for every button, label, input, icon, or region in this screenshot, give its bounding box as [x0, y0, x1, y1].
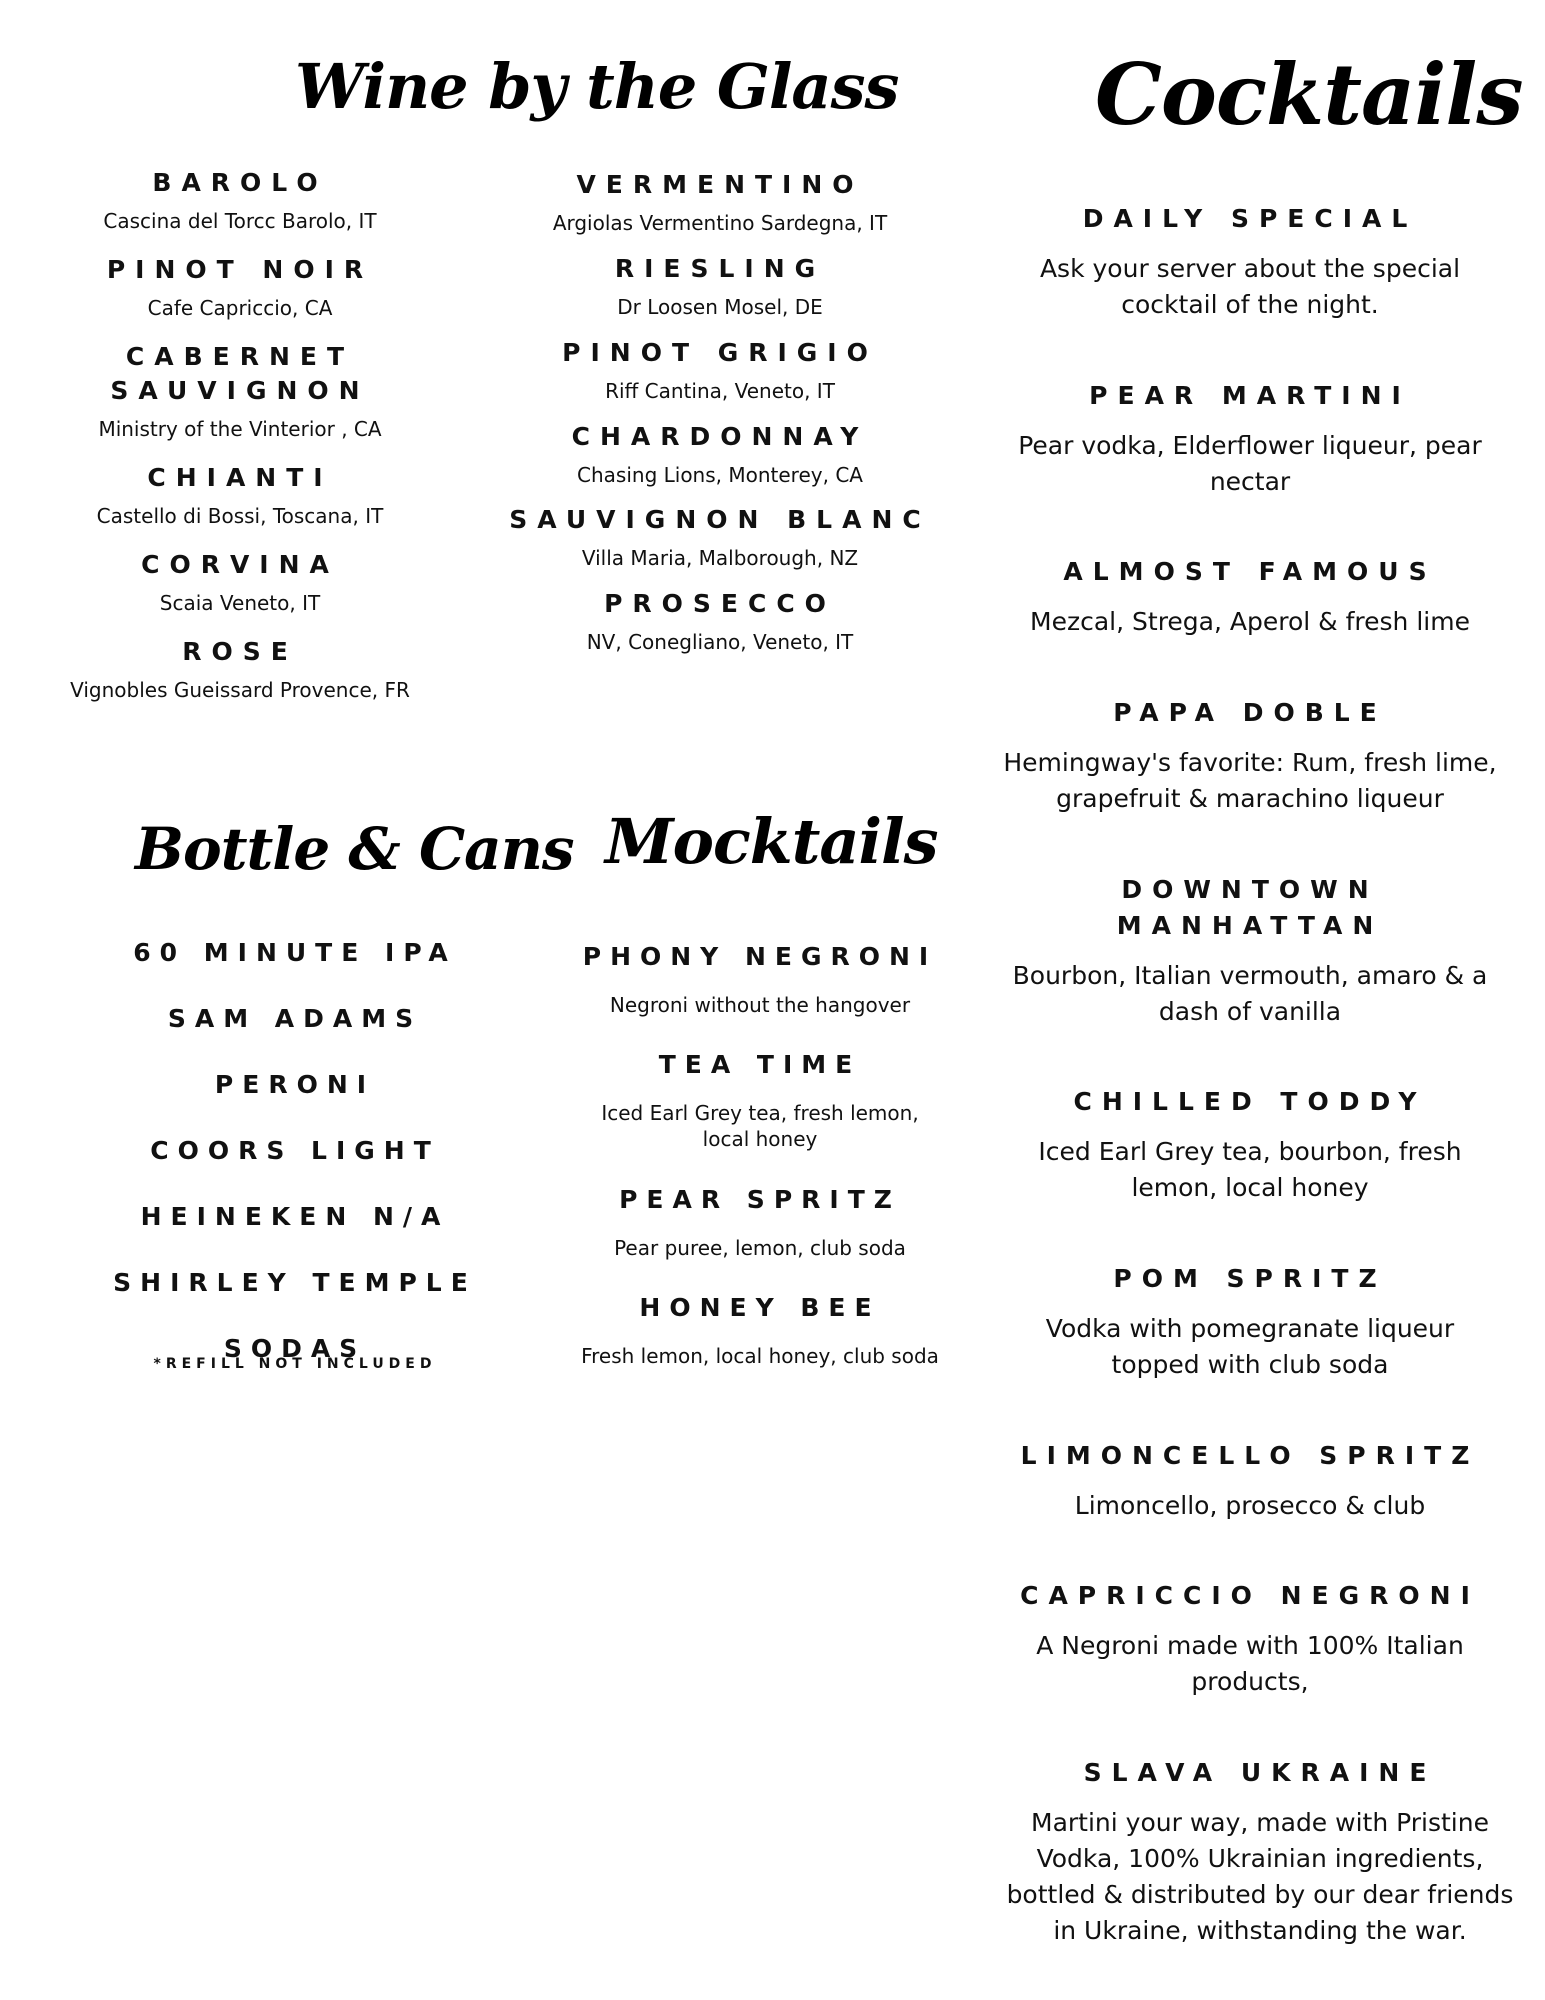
- cocktail-item: [1000, 872, 1500, 1030]
- cocktail-desc: Hemingway's favorite: Rum, fresh lime, grapefruit & marachino liqueur: [1003, 748, 1497, 813]
- wine-item: [40, 461, 440, 529]
- mocktail-name: HONEY BEE: [639, 1293, 881, 1322]
- cocktail-name: SLAVA UKRAINE: [1083, 1758, 1437, 1787]
- cocktail-desc: Bourbon, Italian vermouth, amaro & a dash of vanilla: [1012, 961, 1488, 1026]
- wine-item: [40, 635, 440, 703]
- cocktail-item: [1000, 378, 1500, 500]
- mocktail-desc: Fresh lemon, local honey, club soda: [581, 1344, 939, 1368]
- wine-item: [500, 168, 940, 236]
- wine-name: BAROLO: [152, 168, 328, 197]
- wine-desc: Cascina del Torcc Barolo, IT: [103, 209, 377, 233]
- bottle-name: PERONI: [214, 1070, 376, 1099]
- wine-name: CHIANTI: [147, 463, 333, 492]
- cocktail-item: [1000, 1438, 1500, 1524]
- mocktail-desc: Iced Earl Grey tea, fresh lemon, local honey: [601, 1101, 919, 1151]
- bottle-name: SHIRLEY TEMPLE: [113, 1268, 477, 1297]
- bottle-item: [90, 938, 500, 967]
- cocktail-item: [1000, 695, 1500, 817]
- bottle-name: COORS LIGHT: [150, 1136, 440, 1165]
- bottle-name: SAM ADAMS: [167, 1004, 423, 1033]
- bottle-item: [90, 1070, 500, 1099]
- cocktail-name: PEAR MARTINI: [1089, 381, 1411, 410]
- mocktail-item: [560, 1183, 960, 1261]
- cocktail-desc: Mezcal, Strega, Aperol & fresh lime: [1030, 607, 1470, 636]
- wine-desc: Vignobles Gueissard Provence, FR: [70, 678, 410, 702]
- wine-name: ROSE: [182, 637, 298, 666]
- cocktail-name: CHILLED TODDY: [1073, 1087, 1427, 1116]
- bottle-item: [90, 1202, 500, 1231]
- wine-desc: Cafe Capriccio, CA: [147, 296, 333, 320]
- wine-item: [500, 336, 940, 404]
- bottle-name: 60 MINUTE IPA: [133, 938, 457, 967]
- wine-desc: Scaia Veneto, IT: [159, 591, 321, 615]
- cocktail-name: ALMOST FAMOUS: [1063, 557, 1437, 586]
- cocktail-item: [1000, 1261, 1500, 1383]
- cocktail-item: [1000, 1578, 1500, 1700]
- mocktail-name: PHONY NEGRONI: [582, 942, 938, 971]
- mocktail-name: PEAR SPRITZ: [619, 1185, 901, 1214]
- bottle-item: [90, 1004, 500, 1033]
- wine-name: RIESLING: [614, 254, 826, 283]
- bottles-heading: Bottle & Cans: [135, 815, 574, 883]
- wine-desc: Castello di Bossi, Toscana, IT: [96, 504, 384, 528]
- wine-desc: Villa Maria, Malborough, NZ: [581, 546, 859, 570]
- wine-desc: Ministry of the Vinterior , CA: [98, 417, 382, 441]
- mocktail-item: [560, 940, 960, 1018]
- cocktail-desc: Pear vodka, Elderflower liqueur, pear nectar: [1018, 431, 1482, 496]
- cocktail-name: LIMONCELLO SPRITZ: [1020, 1441, 1480, 1470]
- cocktail-item: [1000, 201, 1500, 323]
- wine-item: [40, 548, 440, 616]
- cocktail-name: POM SPRITZ: [1113, 1264, 1387, 1293]
- wine-desc: Riff Cantina, Veneto, IT: [605, 379, 835, 403]
- wine-name: PINOT NOIR: [106, 255, 374, 284]
- wine-item: [500, 252, 940, 320]
- wine-name: VERMENTINO: [576, 170, 864, 199]
- cocktail-desc: Ask your server about the special cocktail of the night.: [1039, 254, 1461, 319]
- mocktail-desc: Pear puree, lemon, club soda: [614, 1236, 906, 1260]
- bottle-name: HEINEKEN N/A: [140, 1202, 450, 1231]
- mocktail-name: TEA TIME: [658, 1050, 862, 1079]
- cocktail-name: CAPRICCIO NEGRONI: [1020, 1581, 1480, 1610]
- cocktail-desc: Vodka with pomegranate liqueur topped with club soda: [1045, 1314, 1455, 1379]
- bottle-item: [90, 1136, 500, 1165]
- wine-desc: Chasing Lions, Monterey, CA: [577, 463, 863, 487]
- wine-heading: Wine by the Glass: [295, 50, 899, 123]
- wine-item: [95, 340, 385, 442]
- cocktail-desc: Martini your way, made with Pristine Vodka, 100% Ukrainian ingredients, bottled & distributed by our dear friends in Ukraine, withstanding the war.: [1006, 1808, 1514, 1945]
- cocktail-item: [1000, 1084, 1500, 1206]
- cocktail-desc: Limoncello, prosecco & club: [1074, 1491, 1426, 1520]
- cocktail-desc: Iced Earl Grey tea, bourbon, fresh lemon, local honey: [1038, 1137, 1462, 1202]
- wine-desc: Argiolas Vermentino Sardegna, IT: [552, 211, 888, 235]
- wine-name: PINOT GRIGIO: [562, 338, 878, 367]
- cocktail-name: PAPA DOBLE: [1113, 698, 1387, 727]
- wine-name: CABERNET SAUVIGNON: [110, 342, 370, 405]
- wine-item: [40, 253, 440, 321]
- bottle-item: [90, 1268, 500, 1297]
- bottle-name: SODAS: [223, 1334, 367, 1363]
- wine-item: [500, 420, 940, 488]
- wine-name: CHARDONNAY: [571, 422, 869, 451]
- mocktails-heading: Mocktails: [605, 805, 938, 878]
- cocktail-item: [1000, 554, 1500, 640]
- wine-item: [480, 503, 960, 571]
- wine-name: PROSECCO: [604, 589, 836, 618]
- cocktail-item: [995, 1755, 1525, 1949]
- mocktail-desc: Negroni without the hangover: [609, 993, 911, 1017]
- cocktail-desc: A Negroni made with 100% Italian products,: [1036, 1631, 1464, 1696]
- cocktail-name: DOWNTOWN MANHATTAN: [1116, 875, 1384, 940]
- mocktail-item: [580, 1048, 940, 1152]
- refill-note: *REFILL NOT INCLUDED: [153, 1356, 437, 1372]
- wine-name: SAUVIGNON BLANC: [509, 505, 931, 534]
- cocktails-heading: Cocktails: [1095, 45, 1523, 144]
- wine-item: [40, 166, 440, 234]
- wine-item: [500, 587, 940, 655]
- mocktail-item: [560, 1291, 960, 1369]
- wine-desc: Dr Loosen Mosel, DE: [617, 295, 823, 319]
- cocktail-name: DAILY SPECIAL: [1082, 204, 1418, 233]
- wine-name: CORVINA: [141, 550, 339, 579]
- wine-desc: NV, Conegliano, Veneto, IT: [586, 630, 854, 654]
